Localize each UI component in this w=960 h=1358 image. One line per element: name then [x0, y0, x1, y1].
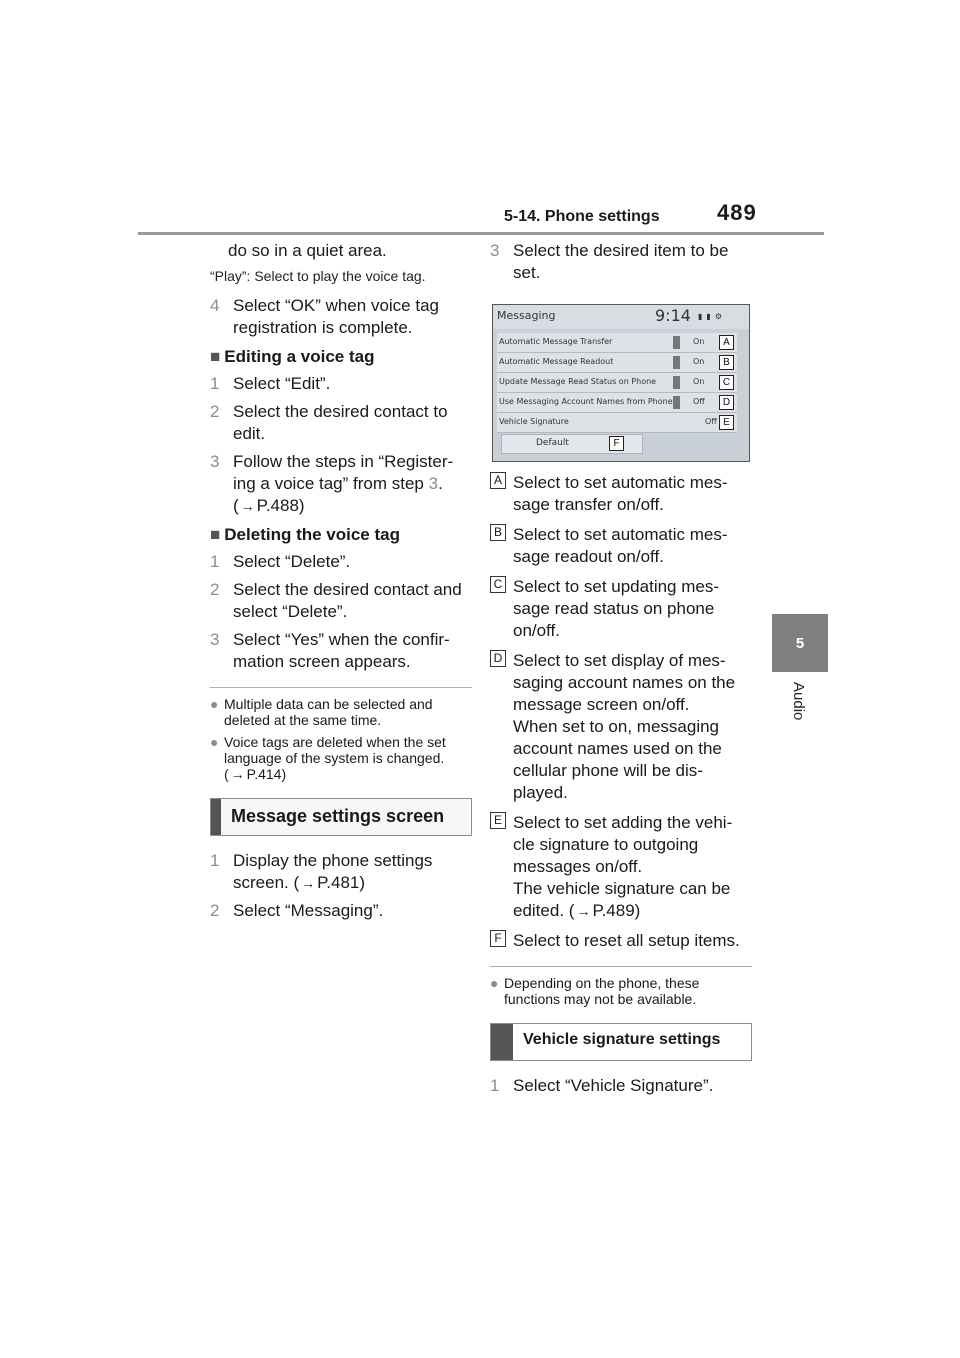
item-extra-text: The vehicle signature can be edited. ( — [513, 879, 731, 920]
row-label: Use Messaging Account Names from Phone — [499, 397, 673, 406]
row-value: On — [693, 357, 705, 366]
message-settings-heading — [210, 798, 472, 836]
screen-title: Messaging — [497, 309, 556, 322]
lock-icon: ▮ — [706, 312, 715, 321]
edit-step-1 — [210, 373, 472, 395]
row-value: Off — [693, 397, 705, 406]
note-text: Voice tags are deleted when the set language of the system is changed. ( — [224, 734, 446, 782]
screen-row-automatic-message-transfer[interactable] — [497, 333, 737, 353]
step-number: 1 — [490, 1076, 500, 1095]
deleting-title: Deleting the voice tag — [224, 525, 400, 544]
left-column — [210, 240, 472, 928]
note-text: Depending on the phone, these functions may not be available. — [504, 975, 700, 1007]
item-extra-end: ) — [634, 901, 641, 920]
step-text: Select “OK” when voice tag registration is complete. — [233, 296, 439, 337]
step-number: 3 — [210, 630, 220, 649]
step-number: 2 — [210, 580, 220, 599]
heading-bar — [491, 1024, 513, 1060]
step-text-end: ) — [359, 873, 366, 892]
item-text: Select to set display of mes-saging account names on the message screen on/off. — [513, 651, 736, 714]
screen-row-update-read-status[interactable] — [497, 373, 737, 393]
row-value: On — [693, 337, 705, 346]
row-label: Vehicle Signature — [499, 417, 569, 426]
callout-tag-e: E — [719, 415, 734, 430]
step-text: Select “Vehicle Signature”. — [513, 1076, 714, 1095]
page-reference: P.414 — [246, 766, 282, 782]
chapter-label: Audio — [790, 682, 807, 721]
edit-step-2 — [210, 401, 472, 445]
bullet-icon: ● — [210, 696, 219, 712]
item-f — [490, 930, 752, 952]
step-text: Select “Edit”. — [233, 374, 331, 393]
item-a — [490, 472, 752, 516]
row-value: On — [693, 377, 705, 386]
item-text: Select to reset all setup items. — [513, 931, 740, 950]
page-reference: P.481 — [317, 873, 360, 892]
heading-text: Message settings screen — [231, 806, 445, 826]
signal-icon: ▮ — [698, 312, 707, 321]
editing-heading — [210, 347, 472, 367]
step-reference: 3 — [428, 474, 439, 493]
step-number: 1 — [210, 374, 220, 393]
messaging-screen-capture — [492, 304, 750, 462]
note-text-end: ) — [281, 766, 287, 782]
step-number: 4 — [210, 296, 220, 315]
step-text-end: . — [438, 474, 443, 493]
heading-bar — [211, 799, 221, 835]
step-text: Select the desired item to be set. — [513, 241, 729, 282]
row-indicator — [673, 396, 680, 409]
note-item — [490, 975, 752, 1007]
step-text: Select “Yes” when the confir-mation screen appears. — [233, 630, 450, 671]
note-item — [210, 696, 472, 728]
step-number: 3 — [490, 241, 500, 260]
msg-step-2 — [210, 900, 472, 922]
right-column — [490, 240, 752, 1103]
square-icon: ■ — [210, 347, 221, 366]
screen-row-vehicle-signature[interactable] — [497, 413, 737, 433]
step-text: Select the desired contact and select “Delete”. — [233, 580, 462, 621]
callout-tag-c: C — [719, 375, 734, 390]
msg-step-1 — [210, 850, 472, 894]
arrow-right-icon: → — [230, 766, 245, 782]
square-icon: ■ — [210, 525, 221, 544]
row-label: Automatic Message Readout — [499, 357, 614, 366]
step-text: Display the phone settings screen. ( — [233, 851, 433, 892]
heading-text: Vehicle signature settings — [523, 1031, 721, 1048]
arrow-right-icon: → — [301, 875, 316, 891]
vehicle-signature-heading — [490, 1023, 752, 1061]
row-indicator — [673, 356, 680, 369]
screen-title-bar — [493, 305, 749, 329]
screen-row-automatic-message-readout[interactable] — [497, 353, 737, 373]
editing-title: Editing a voice tag — [224, 347, 375, 366]
row-label: Update Message Read Status on Phone — [499, 377, 657, 386]
callout-tag-b: B — [719, 355, 734, 370]
note-text: Multiple data can be selected and deleted at the same time. — [224, 696, 433, 728]
row-label: Automatic Message Transfer — [499, 337, 613, 346]
status-icons — [698, 312, 726, 321]
delete-step-2 — [210, 579, 472, 623]
play-note: “Play”: Select to play the voice tag. — [210, 268, 426, 284]
item-e — [490, 812, 752, 922]
item-text: Select to set automatic mes-sage transfer on/off. — [513, 473, 728, 514]
delete-step-3 — [210, 629, 472, 673]
screen-row-account-names[interactable] — [497, 393, 737, 413]
page-reference: P.489 — [592, 901, 635, 920]
arrow-right-icon: → — [240, 498, 255, 514]
item-b — [490, 524, 752, 568]
item-tag: A — [490, 472, 506, 489]
page-reference: P.488 — [256, 496, 299, 515]
chapter-tab: 5 — [772, 614, 828, 672]
row-value: Off — [705, 417, 717, 426]
bullet-icon: ● — [210, 734, 219, 750]
item-extra-text: When set to on, messaging account names used on the cellular phone will be dis-played. — [513, 717, 722, 802]
item-tag: F — [490, 930, 506, 947]
callout-tag-a: A — [719, 335, 734, 350]
page-number: 489 — [717, 200, 757, 225]
notes-block — [210, 687, 472, 782]
continued-text: do so in a quiet area. — [228, 241, 387, 260]
item-d — [490, 650, 752, 804]
deleting-heading — [210, 525, 472, 545]
arrow-right-icon: → — [576, 903, 591, 919]
step-number: 3 — [210, 452, 220, 471]
bullet-icon: ● — [490, 975, 499, 991]
edit-step-3: 3 Follow the steps in “Register-ing a voice tag” from step 3. ( → P.488) — [210, 452, 454, 515]
step-number: 2 — [210, 901, 220, 920]
step-text: Select the desired contact to edit. — [233, 402, 448, 443]
right-notes-block — [490, 966, 752, 1007]
item-text: Select to set adding the vehi-cle signature to outgoing messages on/off. — [513, 813, 733, 876]
section-title: 5-14. Phone settings — [504, 208, 660, 225]
default-label: Default — [536, 438, 569, 448]
screen-clock: 9:14 — [655, 306, 691, 325]
step-3-select-item — [490, 240, 752, 284]
item-text: Select to set updating mes-sage read status on phone on/off. — [513, 577, 720, 640]
step-text: Select “Delete”. — [233, 552, 351, 571]
delete-step-1 — [210, 551, 472, 573]
item-tag: C — [490, 576, 506, 593]
item-text: Select to set automatic mes-sage readout on/off. — [513, 525, 728, 566]
step-text: Follow the steps in “Register-ing a voice tag” from step — [233, 452, 454, 493]
step-number: 1 — [210, 851, 220, 870]
item-tag: B — [490, 524, 506, 541]
row-indicator — [673, 336, 680, 349]
step-text: Select “Messaging”. — [233, 901, 384, 920]
step-4 — [210, 295, 472, 339]
item-tag: D — [490, 650, 506, 667]
callout-tag-f: F — [609, 436, 624, 451]
callout-tag-d: D — [719, 395, 734, 410]
header-rule — [138, 232, 824, 235]
item-tag: E — [490, 812, 506, 829]
gear-icon: ⚙ — [714, 312, 726, 321]
step-number: 2 — [210, 402, 220, 421]
note-item — [210, 734, 472, 782]
step-number: 1 — [210, 552, 220, 571]
row-indicator — [673, 376, 680, 389]
item-c — [490, 576, 752, 642]
sig-step-1 — [490, 1075, 752, 1097]
